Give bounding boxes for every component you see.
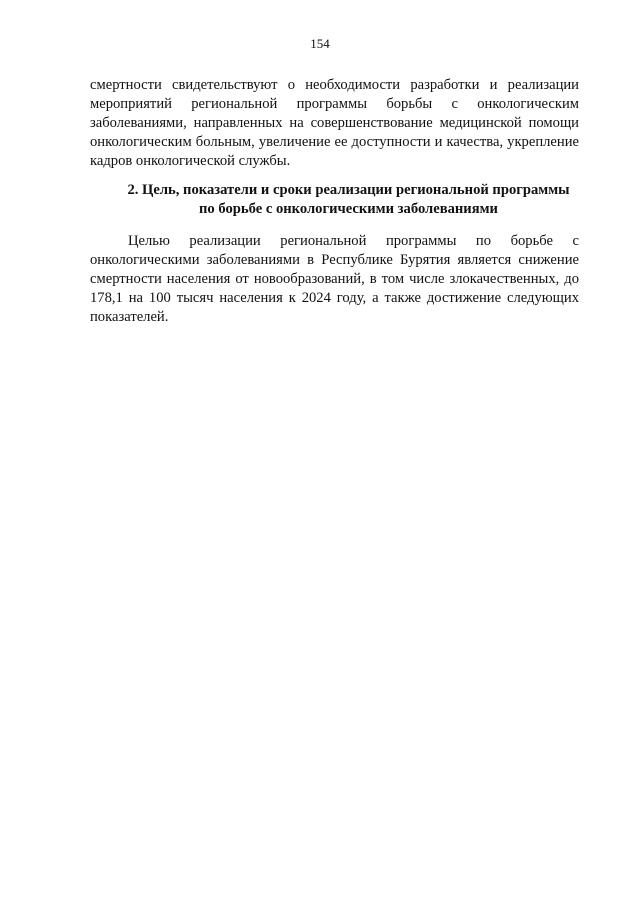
page-number: 154 bbox=[310, 36, 330, 51]
paragraph-program-goal: Целью реализации региональной программы по борьбе с онкологическими заболеваниями в Республике Бурятия является снижение смертности населения от новообразований, в том числе злокачественных, до 178,1 на 100 тысяч населения к 2024 году, а также достижение следующих показателей. bbox=[90, 233, 579, 325]
section-heading-line-1: 2. Цель, показатели и сроки реализации региональной программы bbox=[127, 182, 570, 198]
section-heading-line-2: по борьбе с онкологическими заболеваниями bbox=[199, 201, 498, 217]
paragraph-intro-continuation: смертности свидетельствуют о необходимости разработки и реализации мероприятий региональной программы борьбы с онкологическим заболеваниями, направленных на совершенствование медицинской помощи онкологическим больным, увеличение ее доступности и качества, укрепление кадров онкологической службы. bbox=[90, 77, 579, 169]
section-heading bbox=[90, 181, 579, 219]
